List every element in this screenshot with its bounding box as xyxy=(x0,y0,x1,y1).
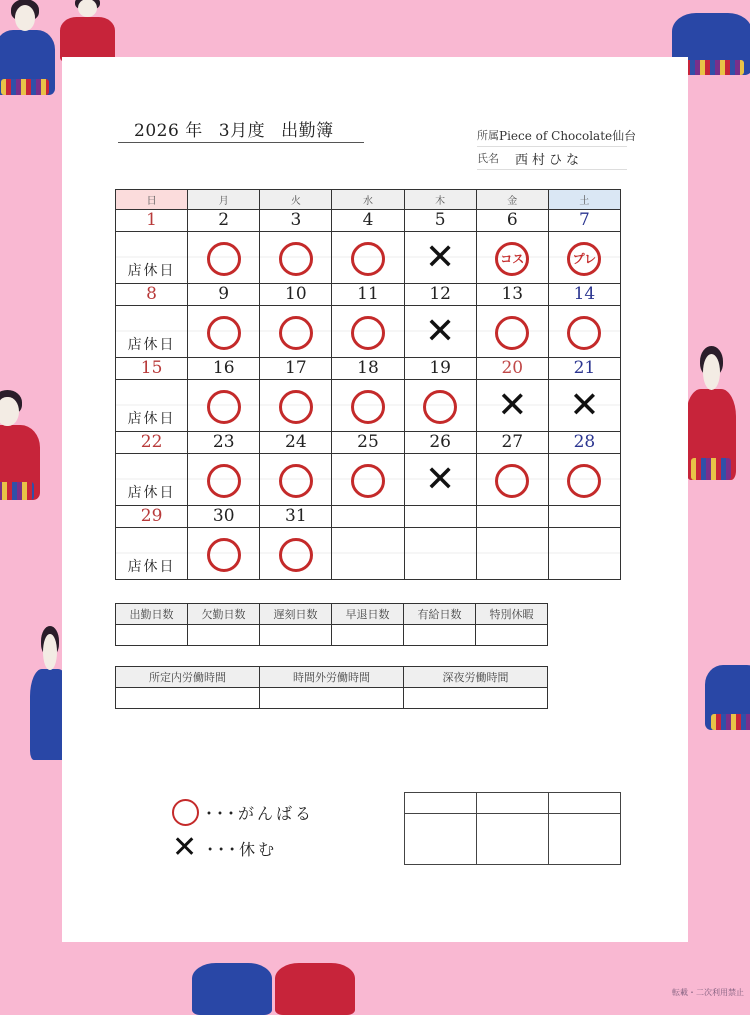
special-leave-cell[interactable] xyxy=(476,625,548,646)
hina-doll-decoration xyxy=(0,0,55,95)
title-year: 2026 xyxy=(134,121,180,141)
stamp-header-row xyxy=(405,793,621,814)
day-summary-table xyxy=(115,603,548,646)
date-row xyxy=(116,284,621,306)
hina-doll-decoration xyxy=(686,340,736,480)
mark-cell[interactable] xyxy=(476,528,548,580)
header-regular-hours: 所定内労働時間 xyxy=(116,667,260,688)
title-year-unit: 年 xyxy=(185,121,203,141)
date-cell: 24 xyxy=(260,432,332,454)
circle-mark-icon xyxy=(495,316,529,350)
early-leave-days-cell[interactable] xyxy=(332,625,404,646)
date-cell: 22 xyxy=(116,432,188,454)
mark-cell[interactable] xyxy=(116,232,188,284)
mark-cell[interactable] xyxy=(404,528,476,580)
mark-cell[interactable] xyxy=(116,528,188,580)
mark-cell[interactable] xyxy=(476,454,548,506)
title-label: 出勤簿 xyxy=(281,121,334,141)
store-closed-label: 店休日 xyxy=(127,411,176,427)
mark-cell[interactable] xyxy=(548,380,620,432)
stamp-header-cell xyxy=(405,793,477,814)
date-cell: 25 xyxy=(332,432,404,454)
date-cell: 26 xyxy=(404,432,476,454)
mark-cell[interactable] xyxy=(332,306,404,358)
mark-cell[interactable] xyxy=(116,306,188,358)
night-hours-cell[interactable] xyxy=(404,688,548,709)
store-closed-label: 店休日 xyxy=(127,485,176,501)
weekday-header-row xyxy=(116,190,621,210)
stamp-cell[interactable] xyxy=(549,814,621,865)
circle-mark-icon xyxy=(279,242,313,276)
hina-doll-decoration xyxy=(192,935,272,1015)
circle-mark-icon xyxy=(172,799,199,826)
mark-cell[interactable] xyxy=(548,528,620,580)
absence-days-cell[interactable] xyxy=(188,625,260,646)
mark-cell[interactable] xyxy=(188,528,260,580)
circle-mark-icon xyxy=(351,464,385,498)
attendance-days-cell[interactable] xyxy=(116,625,188,646)
legend-cross xyxy=(172,830,314,866)
mark-cell[interactable] xyxy=(332,380,404,432)
weekday-fri: 金 xyxy=(476,190,548,210)
mark-cell[interactable] xyxy=(116,380,188,432)
header-night-hours: 深夜労働時間 xyxy=(404,667,548,688)
mark-cell[interactable] xyxy=(476,232,548,284)
date-cell: 9 xyxy=(188,284,260,306)
legend-cross-text: ･･･休む xyxy=(206,839,278,859)
weekday-sat: 土 xyxy=(548,190,620,210)
title-month: 3月度 xyxy=(218,121,266,141)
mark-cell[interactable] xyxy=(404,380,476,432)
mark-row xyxy=(116,528,621,580)
date-cell: 30 xyxy=(188,506,260,528)
mark-cell[interactable] xyxy=(476,380,548,432)
hina-doll-decoration xyxy=(705,630,750,730)
circle-mark-icon xyxy=(207,390,241,424)
date-cell: 18 xyxy=(332,358,404,380)
date-cell: 5 xyxy=(404,210,476,232)
circle-mark-icon xyxy=(495,464,529,498)
date-row xyxy=(116,506,621,528)
mark-cell[interactable] xyxy=(404,454,476,506)
date-row xyxy=(116,210,621,232)
hours-summary-values xyxy=(116,688,548,709)
date-cell: 11 xyxy=(332,284,404,306)
weekday-thu: 木 xyxy=(404,190,476,210)
circle-mark-icon xyxy=(567,316,601,350)
mark-cell[interactable] xyxy=(260,232,332,284)
affiliation-row xyxy=(477,124,637,147)
hina-doll-decoration xyxy=(60,0,115,62)
circle-mark-icon: コス xyxy=(495,242,529,276)
legend xyxy=(172,794,314,866)
name-row xyxy=(477,147,627,170)
header-attendance-days: 出勤日数 xyxy=(116,604,188,625)
header-overtime-hours: 時間外労働時間 xyxy=(260,667,404,688)
stamp-header-cell xyxy=(477,793,549,814)
cross-mark-icon: ✕ xyxy=(497,384,528,426)
stamp-header-cell xyxy=(549,793,621,814)
mark-cell[interactable] xyxy=(188,454,260,506)
name-label: 氏名 xyxy=(477,152,499,165)
watermark: 転載・二次利用禁止 xyxy=(672,988,744,997)
weekday-tue: 火 xyxy=(260,190,332,210)
date-cell: 4 xyxy=(332,210,404,232)
date-cell: 14 xyxy=(548,284,620,306)
hours-summary-table xyxy=(115,666,548,709)
employee-info xyxy=(477,124,637,170)
circle-mark-icon xyxy=(207,464,241,498)
stamp-cell[interactable] xyxy=(477,814,549,865)
header-paid-leave-days: 有給日数 xyxy=(404,604,476,625)
date-cell: 31 xyxy=(260,506,332,528)
date-cell xyxy=(548,506,620,528)
page-title xyxy=(118,116,364,143)
legend-circle-text: ･･･がんばる xyxy=(205,803,315,823)
hina-doll-decoration xyxy=(0,385,40,500)
date-cell: 1 xyxy=(116,210,188,232)
circle-mark-icon xyxy=(567,464,601,498)
date-cell: 21 xyxy=(548,358,620,380)
cross-mark-icon: ✕ xyxy=(425,236,456,278)
date-cell: 20 xyxy=(476,358,548,380)
overtime-hours-cell[interactable] xyxy=(260,688,404,709)
store-closed-label: 店休日 xyxy=(127,559,176,575)
mark-cell[interactable] xyxy=(332,232,404,284)
header-absence-days: 欠勤日数 xyxy=(188,604,260,625)
circle-mark-icon xyxy=(279,316,313,350)
hina-doll-decoration xyxy=(275,935,355,1015)
attendance-calendar xyxy=(115,189,621,580)
date-cell: 10 xyxy=(260,284,332,306)
stamp-body-row xyxy=(405,814,621,865)
date-cell: 7 xyxy=(548,210,620,232)
weekday-mon: 月 xyxy=(188,190,260,210)
circle-mark-icon xyxy=(279,538,313,572)
date-cell: 3 xyxy=(260,210,332,232)
cross-mark-icon: ✕ xyxy=(569,384,600,426)
mark-cell[interactable] xyxy=(404,232,476,284)
date-cell: 12 xyxy=(404,284,476,306)
approval-stamp-box xyxy=(404,792,621,865)
weekday-wed: 水 xyxy=(332,190,404,210)
date-cell: 6 xyxy=(476,210,548,232)
mark-row xyxy=(116,454,621,506)
stamp-cell[interactable] xyxy=(405,814,477,865)
date-cell: 13 xyxy=(476,284,548,306)
date-cell: 16 xyxy=(188,358,260,380)
mark-cell[interactable] xyxy=(188,232,260,284)
date-cell xyxy=(476,506,548,528)
date-cell: 8 xyxy=(116,284,188,306)
mark-cell[interactable] xyxy=(404,306,476,358)
date-cell xyxy=(404,506,476,528)
date-cell: 27 xyxy=(476,432,548,454)
mark-cell[interactable] xyxy=(476,306,548,358)
header-early-leave-days: 早退日数 xyxy=(332,604,404,625)
cross-mark-icon: ✕ xyxy=(425,458,456,500)
date-cell: 17 xyxy=(260,358,332,380)
circle-mark-icon xyxy=(207,242,241,276)
regular-hours-cell[interactable] xyxy=(116,688,260,709)
date-cell: 23 xyxy=(188,432,260,454)
day-summary-values xyxy=(116,625,548,646)
date-cell: 28 xyxy=(548,432,620,454)
cross-mark-icon: ✕ xyxy=(172,830,201,865)
weekday-sun: 日 xyxy=(116,190,188,210)
day-summary-header xyxy=(116,604,548,625)
mark-cell[interactable] xyxy=(260,528,332,580)
mark-cell[interactable] xyxy=(116,454,188,506)
store-closed-label: 店休日 xyxy=(127,263,176,279)
name-value: 西村ひな xyxy=(515,152,584,168)
store-closed-label: 店休日 xyxy=(127,337,176,353)
hours-summary-header xyxy=(116,667,548,688)
circle-mark-icon xyxy=(279,464,313,498)
legend-circle xyxy=(172,794,314,830)
mark-cell[interactable] xyxy=(188,380,260,432)
date-row xyxy=(116,358,621,380)
mark-row xyxy=(116,306,621,358)
circle-mark-icon xyxy=(279,390,313,424)
date-cell: 19 xyxy=(404,358,476,380)
mark-cell[interactable] xyxy=(188,306,260,358)
header-special-leave: 特別休暇 xyxy=(476,604,548,625)
date-cell xyxy=(332,506,404,528)
mark-cell[interactable] xyxy=(332,528,404,580)
circle-mark-icon: プレ xyxy=(567,242,601,276)
cross-mark-icon: ✕ xyxy=(425,310,456,352)
circle-mark-icon xyxy=(207,538,241,572)
late-days-cell[interactable] xyxy=(260,625,332,646)
mark-cell[interactable] xyxy=(260,380,332,432)
circle-mark-icon xyxy=(351,316,385,350)
header-late-days: 遅刻日数 xyxy=(260,604,332,625)
circle-mark-icon xyxy=(351,390,385,424)
mark-row xyxy=(116,232,621,284)
mark-cell[interactable] xyxy=(332,454,404,506)
date-cell: 2 xyxy=(188,210,260,232)
mark-cell[interactable] xyxy=(548,232,620,284)
circle-mark-icon xyxy=(207,316,241,350)
mark-cell[interactable] xyxy=(260,306,332,358)
date-row xyxy=(116,432,621,454)
affiliation-value: Piece of Chocolate仙台 xyxy=(499,128,637,143)
date-cell: 29 xyxy=(116,506,188,528)
affiliation-label: 所属 xyxy=(477,129,499,142)
mark-cell[interactable] xyxy=(548,454,620,506)
mark-cell[interactable] xyxy=(548,306,620,358)
paid-leave-days-cell[interactable] xyxy=(404,625,476,646)
circle-mark-icon xyxy=(423,390,457,424)
date-cell: 15 xyxy=(116,358,188,380)
mark-cell[interactable] xyxy=(260,454,332,506)
circle-mark-icon xyxy=(351,242,385,276)
mark-row xyxy=(116,380,621,432)
